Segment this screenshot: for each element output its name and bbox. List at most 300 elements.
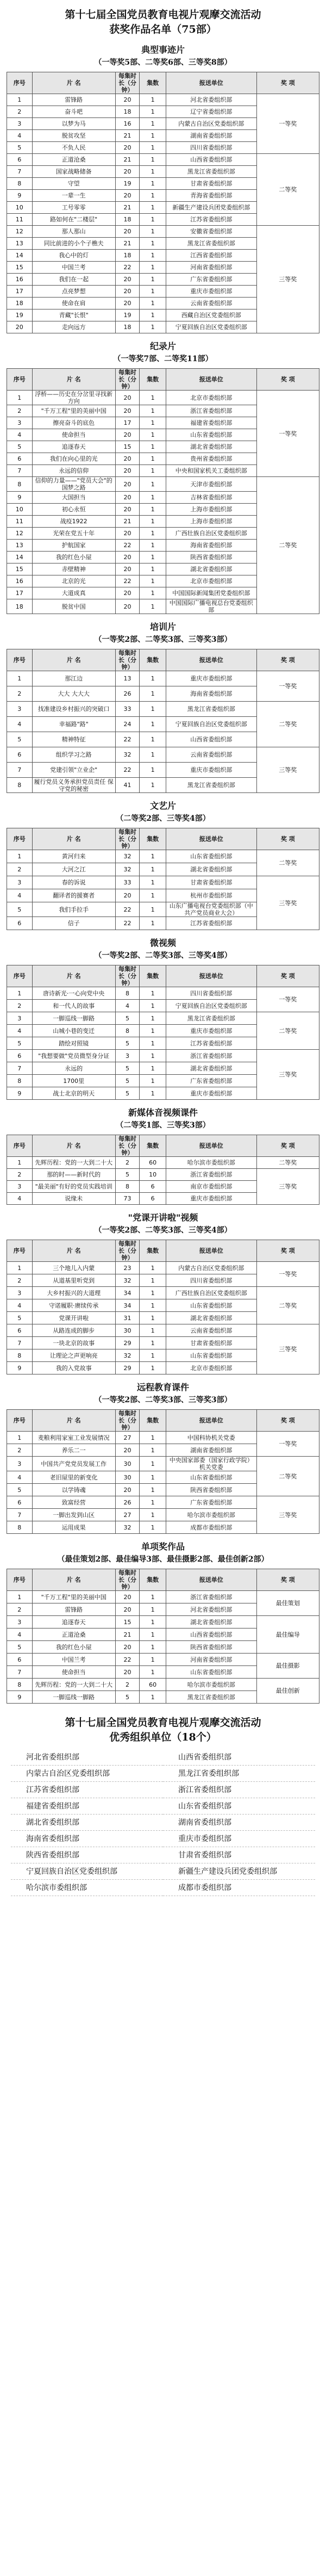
table-cell: 大乡村振兴的大道理 [32, 1287, 115, 1299]
table-cell: 1 [140, 1691, 166, 1704]
table-cell: 湖北省委组织部 [166, 564, 257, 575]
table-cell: 1 [140, 1299, 166, 1312]
table-cell: 我心中的灯 [32, 250, 115, 262]
table-cell: 1 [140, 166, 166, 178]
table-cell: 13 [7, 540, 33, 552]
table-cell: 6 [140, 1193, 166, 1205]
table-header-row [7, 1569, 319, 1591]
table-cell: 3 [7, 1616, 33, 1628]
award-table [7, 1409, 319, 1534]
column-header: 片 名 [32, 965, 115, 987]
table-cell: 24 [115, 717, 139, 732]
table-cell: 工号零零 [32, 202, 115, 214]
table-cell: 27 [115, 1509, 139, 1521]
award-cell: 二等奖 [256, 1157, 319, 1169]
table-cell: 2 [7, 863, 33, 876]
column-header: 报送单位 [166, 828, 257, 850]
award-cell: 一等奖 [256, 987, 319, 1012]
table-cell: 致富经营 [32, 1496, 115, 1509]
table-cell: 1 [140, 528, 166, 540]
award-section [0, 1381, 326, 1534]
table-cell: 1 [140, 391, 166, 405]
table-cell: 1 [140, 671, 166, 686]
column-header: 每集时长（分钟） [115, 1240, 139, 1262]
table-cell: 2 [7, 106, 33, 118]
table-cell: 重庆市委组织部 [166, 1087, 257, 1100]
table-cell: 我们在一起 [32, 274, 115, 286]
table-cell: 重庆市委组织部 [166, 763, 257, 778]
table-cell: 3 [7, 1181, 33, 1193]
table-row [7, 1169, 319, 1181]
table-cell: 使命担当 [32, 429, 115, 441]
table-cell: 重庆市委组织部 [166, 286, 257, 298]
table-cell: 大道成真 [32, 587, 115, 599]
table-cell: 20 [115, 453, 139, 465]
table-cell: 12 [7, 528, 33, 540]
table-cell: 中国兰考 [32, 1654, 115, 1666]
table-cell: 4 [7, 429, 33, 441]
table-cell: 中国共产党党员发展工作 [32, 1457, 115, 1471]
award-section [0, 1540, 326, 1704]
table-cell: 内蒙古自治区党委组织部 [166, 1262, 257, 1274]
column-header: 片 名 [32, 1569, 115, 1591]
table-cell: 大大 大大大 [32, 686, 115, 702]
table-cell: 3 [7, 1287, 33, 1299]
table-cell: 6 [7, 154, 33, 166]
table-cell: 14 [7, 250, 33, 262]
table-cell: 履行党员义务承担党员责任 保守党的秘密 [32, 778, 115, 793]
table-cell: 8 [7, 1349, 33, 1362]
table-cell: 13 [7, 238, 33, 250]
table-cell: 我的红色小屋 [32, 1641, 115, 1654]
table-cell: 北京的光 [32, 575, 115, 587]
column-header: 集数 [140, 1240, 166, 1262]
table-cell: 1 [140, 1666, 166, 1679]
table-cell: 16 [7, 274, 33, 286]
table-cell: 20 [115, 429, 139, 441]
award-cell: 最佳编导 [256, 1616, 319, 1654]
table-cell: 湖北省委组织部 [166, 863, 257, 876]
table-cell: 1 [140, 1274, 166, 1287]
table-cell: 20 [115, 1641, 139, 1654]
award-cell: 一等奖 [256, 671, 319, 702]
organization-item: 重庆市委组织部 [163, 1831, 315, 1847]
award-table [7, 1240, 319, 1374]
table-cell: 5 [7, 1037, 33, 1050]
award-cell: 二等奖 [256, 154, 319, 226]
table-cell: 四川省委组织部 [166, 1274, 257, 1287]
table-cell: 湖北省委组织部 [166, 441, 257, 453]
table-cell: 20 [115, 274, 139, 286]
table-cell: 18 [115, 321, 139, 333]
table-cell: 31 [115, 1312, 139, 1324]
table-cell: 浙江省委组织部 [166, 1169, 257, 1181]
table-cell: 宁夏回族自治区党委组织部 [166, 321, 257, 333]
table-cell: 天津市委组织部 [166, 477, 257, 492]
table-cell: 成都市委组织部 [166, 1521, 257, 1534]
table-cell: 6 [7, 453, 33, 465]
table-cell: 河北省委组织部 [166, 1603, 257, 1616]
table-cell: 黑龙江省委组织部 [166, 1012, 257, 1025]
table-cell: 1 [140, 1349, 166, 1362]
table-cell: 29 [115, 1362, 139, 1374]
column-header: 片 名 [32, 1410, 115, 1432]
table-cell: 2 [7, 686, 33, 702]
table-cell: 国家战略储备 [32, 166, 115, 178]
table-cell: 中国科协机关党委 [166, 1432, 257, 1444]
table-cell: 宁夏回族自治区党委组织部 [166, 717, 257, 732]
award-cell: 三等奖 [256, 1496, 319, 1534]
organization-item: 新疆生产建设兵团党委组织部 [163, 1863, 315, 1880]
table-cell: 西藏自治区党委组织部 [166, 309, 257, 321]
table-cell: 20 [115, 94, 139, 106]
column-header: 序号 [7, 828, 33, 850]
table-cell: 1 [140, 492, 166, 504]
table-cell: 1 [140, 587, 166, 599]
table-cell: 内蒙古自治区党委组织部 [166, 118, 257, 130]
column-header: 奖 项 [256, 1135, 319, 1157]
table-cell: 一脚巡线一脚路 [32, 1012, 115, 1025]
organization-item: 陕西省委组织部 [11, 1847, 163, 1863]
table-cell: 1 [7, 987, 33, 1000]
table-cell: 2 [7, 1000, 33, 1012]
table-header-row [7, 828, 319, 850]
table-cell: 14 [7, 552, 33, 564]
table-cell: 20 [115, 190, 139, 202]
table-cell: 永远的信仰 [32, 465, 115, 477]
table-cell: 12 [7, 226, 33, 238]
table-cell: 唐诗新光·一心向党中央 [32, 987, 115, 1000]
table-cell: 2 [7, 1444, 33, 1457]
table-cell: 1 [140, 214, 166, 226]
table-cell: 5 [115, 1087, 139, 1100]
table-cell: 4 [7, 889, 33, 902]
table-row [7, 1457, 319, 1471]
table-cell: 7 [7, 1337, 33, 1349]
table-cell: 不负人民 [32, 142, 115, 154]
table-cell: 1 [140, 686, 166, 702]
table-cell: 20 [115, 528, 139, 540]
table-cell: 1 [140, 1312, 166, 1324]
table-cell: 6 [7, 1050, 33, 1062]
table-cell: 21 [115, 202, 139, 214]
table-cell: 一块北京的故事 [32, 1337, 115, 1349]
table-cell: 雷锋路 [32, 1603, 115, 1616]
table-cell: 20 [115, 465, 139, 477]
table-cell: 1 [140, 902, 166, 917]
section-summary: （一等奖2部、二等奖3部、三等奖4部） [94, 1226, 232, 1235]
table-cell: 护航国家 [32, 540, 115, 552]
table-cell: 一辈一生 [32, 190, 115, 202]
table-cell: 走向远方 [32, 321, 115, 333]
table-cell: 27 [115, 1432, 139, 1444]
table-cell: 8 [7, 1075, 33, 1087]
table-cell: 从道基里听党到 [32, 1274, 115, 1287]
table-cell: 15 [115, 441, 139, 453]
table-cell: 1 [7, 391, 33, 405]
table-cell: 1 [140, 702, 166, 717]
table-cell: 1 [140, 178, 166, 190]
table-cell: 和一代人的故事 [32, 1000, 115, 1012]
table-cell: 幸福路"路" [32, 717, 115, 732]
award-cell: 一等奖 [256, 1432, 319, 1457]
table-cell: 追逐春天 [32, 441, 115, 453]
table-cell: 1 [140, 504, 166, 516]
table-cell: 1 [140, 763, 166, 778]
table-cell: 7 [7, 1666, 33, 1679]
organization-item: 甘肃省委组织部 [163, 1847, 315, 1863]
table-cell: 20 [115, 599, 139, 614]
table-cell: 翻译者的援赛者 [32, 889, 115, 902]
table-cell: 41 [115, 778, 139, 793]
table-cell: 南京市委组织部 [166, 1181, 257, 1193]
table-cell: 7 [7, 465, 33, 477]
column-header: 序号 [7, 1410, 33, 1432]
section-title: 微视频 [149, 938, 176, 948]
table-cell: 20 [115, 1666, 139, 1679]
table-cell: 山东省委组织部 [166, 850, 257, 863]
table-cell: 战疫1922 [32, 516, 115, 528]
table-cell: 1 [140, 575, 166, 587]
table-cell: 山东省委组织部 [166, 1349, 257, 1362]
organization-item: 湖南省委组织部 [163, 1815, 315, 1831]
table-cell: 20 [115, 226, 139, 238]
table-cell: 广东省委组织部 [166, 274, 257, 286]
table-cell: 3 [7, 702, 33, 717]
organization-item: 湖北省委组织部 [11, 1815, 163, 1831]
table-cell: 青海省委组织部 [166, 190, 257, 202]
table-cell: 以学铸魂 [32, 1484, 115, 1496]
column-header: 集数 [140, 649, 166, 671]
table-row [7, 1012, 319, 1025]
table-cell: 6 [7, 1496, 33, 1509]
table-row [7, 987, 319, 1000]
page-subtitle: 获奖作品名单（75部） [109, 23, 217, 35]
table-cell: 1 [140, 417, 166, 429]
column-header: 序号 [7, 965, 33, 987]
award-table [7, 1135, 319, 1205]
organization-item: 江苏省委组织部 [11, 1782, 163, 1798]
column-header: 奖 项 [256, 649, 319, 671]
award-cell: 二等奖 [256, 702, 319, 747]
table-cell: 5 [7, 1641, 33, 1654]
table-cell: 20 [115, 166, 139, 178]
table-cell: 1 [140, 747, 166, 763]
table-cell: 江苏省委组织部 [166, 917, 257, 930]
table-cell: 15 [7, 262, 33, 274]
award-cell: 最佳摄影 [256, 1654, 319, 1679]
table-cell: 浙江省委组织部 [166, 405, 257, 417]
table-cell: 1 [140, 262, 166, 274]
table-cell: 6 [7, 1654, 33, 1666]
table-cell: 33 [115, 702, 139, 717]
table-cell: 大河之江 [32, 863, 115, 876]
table-cell: 8 [7, 1679, 33, 1691]
table-cell: 3 [7, 876, 33, 889]
table-cell: 哈尔滨市委组织部 [166, 1509, 257, 1521]
table-cell: 踏绘对照镜 [32, 1037, 115, 1050]
table-cell: 1 [140, 142, 166, 154]
section-title: 单项奖作品 [141, 1541, 185, 1552]
table-cell: 以梦为马 [32, 118, 115, 130]
table-cell: 浮桥——历史在分岔里寻找新方向 [32, 391, 115, 405]
table-cell: 吉林省委组织部 [166, 492, 257, 504]
table-cell: 33 [115, 876, 139, 889]
table-cell: 20 [115, 889, 139, 902]
table-cell: 5 [7, 441, 33, 453]
table-cell: 新疆生产建设兵团党委组织部 [166, 202, 257, 214]
table-cell: 浙江省委组织部 [166, 1591, 257, 1603]
table-cell: 甘肃省委组织部 [166, 876, 257, 889]
table-cell: 1 [140, 850, 166, 863]
table-cell: 3 [115, 1050, 139, 1062]
table-cell: 1 [140, 286, 166, 298]
table-cell: 那江边 [32, 671, 115, 686]
table-cell: 8 [7, 178, 33, 190]
award-cell: 一等奖 [256, 391, 319, 477]
section-title: 培训片 [149, 622, 176, 632]
table-cell: 1 [140, 118, 166, 130]
table-cell: 20 [115, 1484, 139, 1496]
table-cell: 找准建设乡村振兴的突破口 [32, 702, 115, 717]
column-header: 报送单位 [166, 1240, 257, 1262]
table-cell: 1 [7, 671, 33, 686]
table-cell: 32 [115, 1521, 139, 1534]
table-cell: 1 [140, 1444, 166, 1457]
table-cell: 19 [7, 309, 33, 321]
table-row [7, 154, 319, 166]
table-cell: 北京市委组织部 [166, 391, 257, 405]
table-cell: 中央国家部委（国家行政学院）机关党委 [166, 1457, 257, 1471]
table-cell: 先辉历程：党的一大到二十大 [32, 1679, 115, 1691]
table-cell: 15 [7, 564, 33, 575]
table-cell: 21 [115, 238, 139, 250]
award-table [7, 828, 319, 930]
column-header: 报送单位 [166, 72, 257, 94]
table-cell: 点亮梦想 [32, 286, 115, 298]
table-cell: 7 [7, 1062, 33, 1075]
table-cell: 组织学习之路 [32, 747, 115, 763]
award-cell: 三等奖 [256, 1169, 319, 1205]
column-header: 每集时长（分钟） [115, 649, 139, 671]
table-cell: 20 [115, 477, 139, 492]
table-cell: 1 [140, 309, 166, 321]
table-cell: 追逐春天 [32, 1616, 115, 1628]
table-cell: 山东省委组织部 [166, 1471, 257, 1484]
column-header: 奖 项 [256, 1240, 319, 1262]
table-cell: 杭州市委组织部 [166, 889, 257, 902]
table-cell: 5 [115, 1062, 139, 1075]
table-cell: 光荣在党五十年 [32, 528, 115, 540]
table-cell: 重庆市委组织部 [166, 1025, 257, 1037]
table-cell: 中国兰考 [32, 262, 115, 274]
table-cell: 4 [7, 1471, 33, 1484]
table-cell: 1 [140, 889, 166, 902]
table-cell: 北京市委组织部 [166, 575, 257, 587]
table-cell: 30 [115, 1457, 139, 1471]
table-cell: 1 [140, 465, 166, 477]
table-cell: 20 [115, 1591, 139, 1603]
table-cell: 黑龙江省委组织部 [166, 1691, 257, 1704]
table-cell: 8 [7, 477, 33, 492]
table-cell: 陕西省委组织部 [166, 1641, 257, 1654]
table-cell: 20 [115, 504, 139, 516]
table-cell: 1 [140, 238, 166, 250]
table-row [7, 477, 319, 492]
table-row [7, 850, 319, 863]
table-cell: 守诺履职·赓续传承 [32, 1299, 115, 1312]
table-cell: 正道沧桑 [32, 1628, 115, 1641]
award-cell: 二等奖 [256, 1012, 319, 1050]
table-cell: 22 [115, 1654, 139, 1666]
table-cell: 1700里 [32, 1075, 115, 1087]
table-cell: 精神特征 [32, 732, 115, 747]
table-cell: 辽宁省委组织部 [166, 106, 257, 118]
table-cell: 18 [7, 298, 33, 309]
table-cell: 20 [115, 564, 139, 575]
table-cell: 9 [7, 492, 33, 504]
organization-list [11, 1749, 315, 1896]
table-cell: 20 [115, 286, 139, 298]
table-cell: 21 [115, 130, 139, 142]
table-cell: 9 [7, 1362, 33, 1374]
column-header: 每集时长（分钟） [115, 1410, 139, 1432]
table-header-row [7, 1135, 319, 1157]
table-cell: 26 [115, 1496, 139, 1509]
table-cell: 重庆市委组织部 [166, 671, 257, 686]
award-table [7, 965, 319, 1100]
award-cell: 一等奖 [256, 1262, 319, 1287]
column-header: 序号 [7, 1135, 33, 1157]
table-row [7, 702, 319, 717]
table-cell: 32 [115, 1274, 139, 1287]
table-cell: 5 [7, 1484, 33, 1496]
table-cell: 我们手拉手 [32, 902, 115, 917]
column-header: 集数 [140, 965, 166, 987]
table-cell: 那的时——新时代的 [32, 1169, 115, 1181]
organization-item: 河北省委组织部 [11, 1749, 163, 1766]
table-cell: 1 [140, 1509, 166, 1521]
table-cell: 26 [115, 686, 139, 702]
table-header-row [7, 965, 319, 987]
table-cell: 党课开讲啦 [32, 1312, 115, 1324]
table-cell: 1 [140, 429, 166, 441]
page-title: 第十七届全国党员教育电视片观摩交流活动 [65, 9, 261, 21]
table-cell: 4 [7, 1025, 33, 1037]
table-cell: 老旧屋里的新变化 [32, 1471, 115, 1484]
table-cell: 云南省委组织部 [166, 298, 257, 309]
table-cell: 30 [115, 1324, 139, 1337]
table-cell: 青藏"长恨" [32, 309, 115, 321]
table-header-row [7, 369, 319, 391]
table-cell: 山西省委组织部 [166, 154, 257, 166]
table-cell: 奋斗吧 [32, 106, 115, 118]
table-cell: 广东省委组织部 [166, 1075, 257, 1087]
column-header: 奖 项 [256, 1569, 319, 1591]
organization-item: 成都市委组织部 [163, 1880, 315, 1896]
table-cell: 1 [140, 564, 166, 575]
column-header: 片 名 [32, 369, 115, 391]
table-cell: 5 [7, 1312, 33, 1324]
table-cell: 8 [115, 987, 139, 1000]
section-summary: （一等奖5部、二等奖6部、三等奖8部） [94, 58, 232, 67]
table-cell: 雷锋路 [32, 94, 115, 106]
table-cell: 陕西省委组织部 [166, 552, 257, 564]
table-cell: 湖北省委组织部 [166, 1062, 257, 1075]
table-cell: 擦亮奋斗的底色 [32, 417, 115, 429]
table-cell: 1 [140, 453, 166, 465]
table-cell: 养乐二一 [32, 1444, 115, 1457]
